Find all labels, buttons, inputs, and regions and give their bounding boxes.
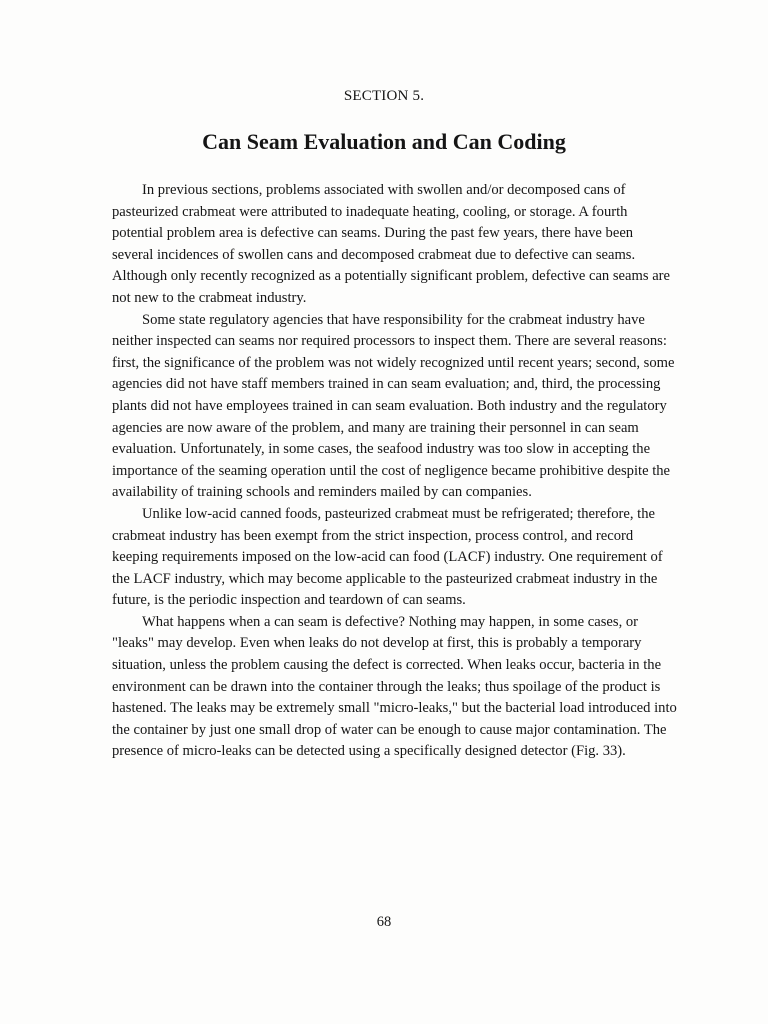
body-text xyxy=(112,180,678,763)
paragraph-3: Unlike low-acid canned foods, pasteurized crabmeat must be refrigerated; therefore, the crabmeat industry has been exempt from the strict inspection, process control, and record keeping requirements imposed on the low-acid can food (LACF) industry. One requirement of the LACF industry, which may become applicable to the pasteurized crabmeat industry in the future, is the periodic inspection and teardown of can seams. xyxy=(112,505,663,609)
paragraph-1: In previous sections, problems associated with swollen and/or decomposed cans of pasteurized crabmeat were attributed to inadequate heating, cooling, or storage. A fourth potential problem area is defective can seams. During the past few years, there have been several incidences of swollen cans and decomposed crabmeat due to defective can seams. Although only recently recognized as a potentially significant problem, defective can seams are not new to the crabmeat industry. xyxy=(112,182,671,306)
page-number: 68 xyxy=(376,914,392,930)
section-label: SECTION 5. xyxy=(343,88,425,104)
page-title: Can Seam Evaluation and Can Coding xyxy=(202,129,566,154)
paragraph-2: Some state regulatory agencies that have responsibility for the crabmeat industry have neither inspected can seams nor required processors to inspect them. There are several reasons: first, the significance of the problem was not widely recognized until recent years; second, some agencies did not have staff members trained in can seam evaluation; and, third, the processing plants did not have employees trained in can seam evaluation. Both industry and the regulatory agencies are now aware of the problem, and many are training their personnel in can seam evaluation. Unfortunately, in some cases, the seafood industry was too slow in accepting the importance of the seaming operation until the cost of negligence became prohibitive despite the availability of training schools and reminders mailed by can companies. xyxy=(112,311,675,501)
paragraph-4: What happens when a can seam is defective? Nothing may happen, in some cases, or "leaks" may develop. Even when leaks do not develop at first, this is probably a temporary situation, unless the problem causing the defect is corrected. When leaks occur, bacteria in the environment can be drawn into the container through the leaks; thus spoilage of the product is hastened. The leaks may be extremely small "micro-leaks," but the bacterial load introduced into the container by just one small drop of water can be enough to cause major contamination. The presence of micro-leaks can be detected using a specifically designed detector (Fig. 33). xyxy=(112,613,677,760)
